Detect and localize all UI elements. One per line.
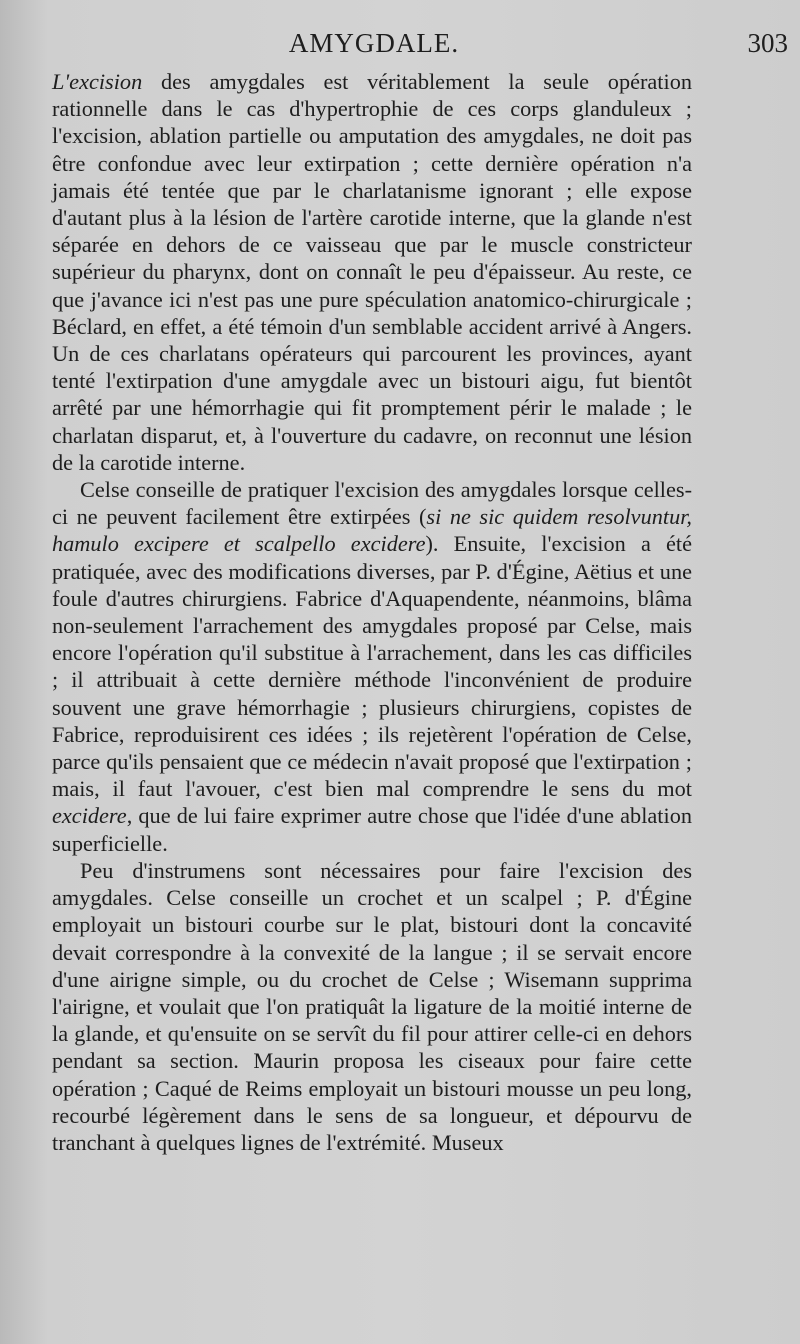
paragraph-1-lead-italic: L'excision — [52, 69, 143, 94]
paragraph-1 — [52, 68, 692, 476]
page-number: 303 — [747, 28, 788, 58]
paragraph-3-text: Peu d'instrumens sont nécessaires pour faire l'excision des amygdales. Celse conseille un crochet et un scalpel ; P. d'Égine employait un bistouri courbe sur le plat, bistouri dont la concavité devait correspondre à la convexité de la langue ; il se servait encore d'une airigne simple, ou du crochet de Celse ; Wisemann supprima l'airigne, et voulait que l'on pratiquât la ligature de la moitié interne de la glande, et qu'ensuite on se servît du fil pour attirer celle-ci en dehors pendant sa section. Maurin proposa les ciseaux pour faire cette opération ; Caqué de Reims employait un bistouri mousse un peu long, recourbé légèrement dans le sens de sa longueur, et dépourvu de tranchant à quelques lignes de l'extrémité. Museux — [52, 857, 692, 1155]
running-title: AMYGDALE. — [288, 28, 460, 58]
paragraph-1-text: des amygdales est véritablement la seule opération rationnelle dans le cas d'hypertrophie de ces corps glanduleux ; l'excision, ablation partielle ou amputation des amygdales, ne doit pas être confondue avec leur extirpation ; cette dernière opération n'a jamais été tentée que par le charlatanisme ignorant ; elle expose d'autant plus à la lésion de l'artère carotide interne, que la glande n'est séparée en dehors de ce vaisseau que par le muscle constricteur supérieur du pharynx, dont on connaît le peu d'épaisseur. Au reste, ce que j'avance ici n'est pas une pure spéculation anatomico-chirurgicale ; Béclard, en effet, a été témoin d'un semblable accident arrivé à Angers. Un de ces charlatans opérateurs qui parcourent les provinces, ayant tenté l'extirpation d'une amygdale avec un bistouri aigu, fut bientôt arrêté par une hémorrhagie qui fit promptement périr le malade ; le charlatan disparut, et, à l'ouverture du cadavre, on reconnut une lésion de la carotide interne. — [52, 69, 692, 475]
paragraph-3 — [52, 857, 692, 1156]
paragraph-2-text-before: Celse conseille de pratiquer l'excision des amygdales lorsque celles-ci ne peuvent facilement être extirpées ( — [52, 477, 692, 530]
paragraph-2-latin-quote: si ne sic quidem resolvuntur, hamulo excipere et scalpello excidere — [52, 504, 692, 557]
paragraph-2-text-end: , que de lui faire exprimer autre chose que l'idée d'une ablation superficielle. — [52, 803, 692, 856]
page-header — [52, 28, 788, 62]
body-text — [52, 68, 692, 1156]
paragraph-2-text-after: ). Ensuite, l'excision a été pratiquée, avec des modifications diverses, par P. d'Égine, Aëtius et une foule d'autres chirurgiens. Fabrice d'Aquapendente, néanmoins, blâma non-seulement l'arrachement des amygdales proposé par Celse, mais encore l'opération qu'il substitue à l'arrachement, dans les cas difficiles ; il attribuait à cette dernière méthode l'inconvénient de produire souvent une grave hémorrhagie ; plusieurs chirurgiens, copistes de Fabrice, reproduisirent ces idées ; ils rejetèrent l'opération de Celse, parce qu'ils pensaient que ce médecin n'avait proposé que l'extirpation ; mais, il faut l'avouer, c'est bien mal comprendre le sens du mot — [52, 531, 692, 802]
paragraph-2-italic-word: excidere — [52, 803, 127, 829]
paragraph-2 — [52, 476, 692, 857]
